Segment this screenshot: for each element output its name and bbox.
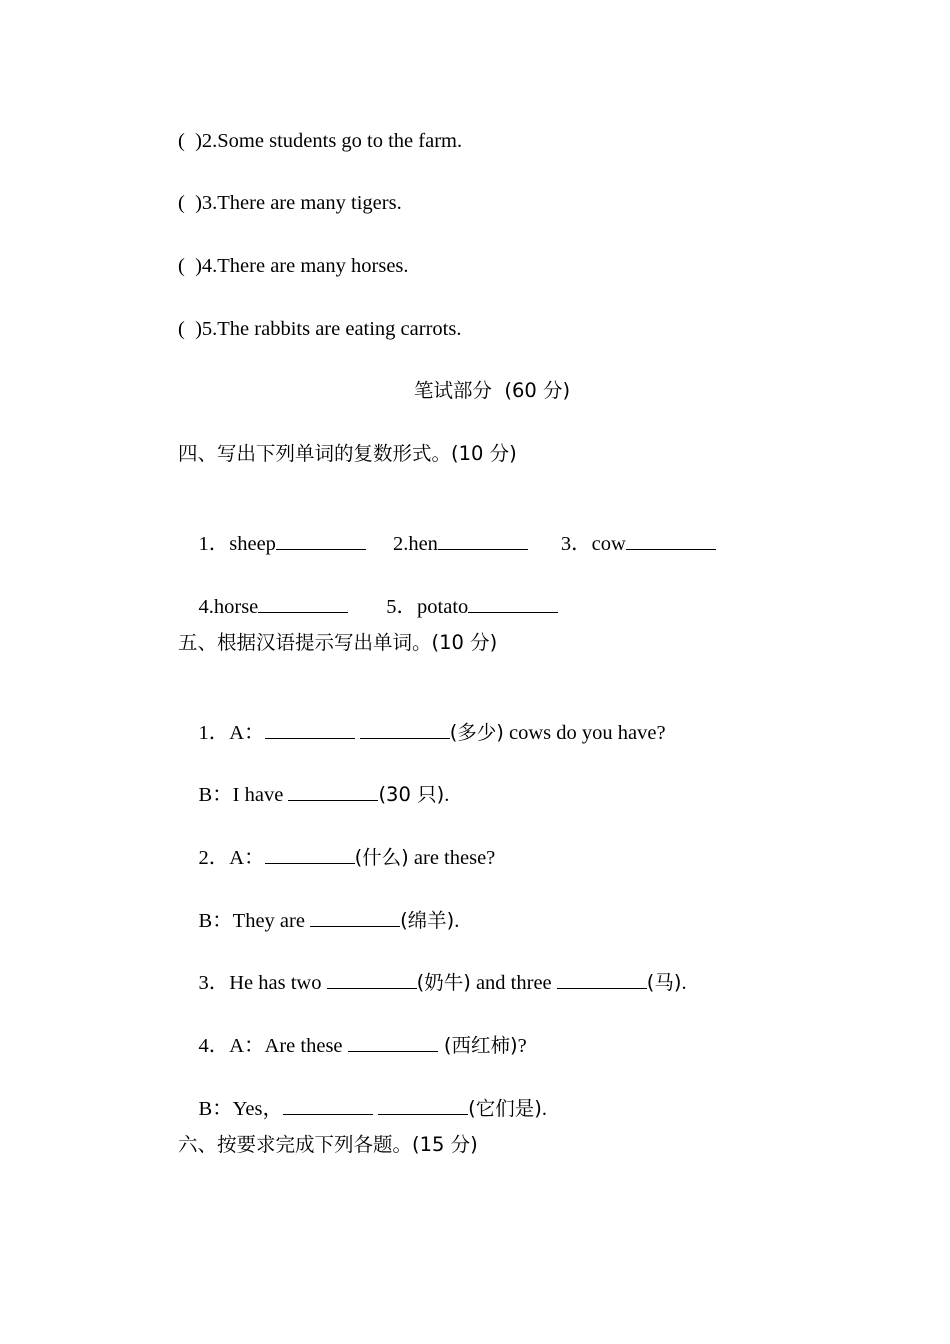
plural-item-2-label: 2.hen [392, 533, 438, 555]
q2-a-blank[interactable] [265, 845, 355, 864]
q4-b-prefix: B：Yes， [198, 1098, 284, 1120]
q2-a-prefix: 2．A： [198, 847, 265, 869]
q3-hint-2: (马) [646, 971, 682, 994]
listening-item-3: ( )3.There are many tigers. [178, 192, 402, 214]
q1-a-suffix: cows do you have? [503, 722, 666, 744]
q2-a-suffix: are these? [408, 847, 496, 869]
q3-prefix: 3．He has two [198, 972, 327, 994]
q4-a-blank[interactable] [348, 1033, 438, 1052]
q4-b-hint: (它们是) [468, 1097, 542, 1120]
q3-blank-2[interactable] [557, 970, 647, 989]
plural-item-1-blank[interactable] [276, 531, 366, 550]
q2-a-hint: (什么) [354, 846, 409, 869]
listening-item-5: ( )5.The rabbits are eating carrots. [178, 318, 462, 340]
q1-a-blank-1[interactable] [265, 720, 355, 739]
q4-b-blank-1[interactable] [283, 1096, 373, 1115]
plural-item-3-label: 3．cow [560, 533, 626, 555]
listening-item-2: ( )2.Some students go to the farm. [178, 130, 463, 152]
plural-item-4-label: 4.horse [198, 596, 259, 618]
listening-item-4: ( )4.There are many horses. [178, 255, 409, 277]
q1-b-blank[interactable] [288, 782, 378, 801]
q1-b-suffix: . [444, 784, 450, 806]
plural-item-5-blank[interactable] [468, 594, 558, 613]
q3-hint-1: (奶牛) [416, 971, 471, 994]
q2-b-suffix: . [454, 910, 460, 932]
q2-b-hint: (绵羊) [400, 909, 455, 932]
plural-item-2-blank[interactable] [438, 531, 528, 550]
q4-a-hint: (西红柿) [437, 1034, 518, 1057]
plural-item-3-blank[interactable] [626, 531, 716, 550]
section-5-title: 五、根据汉语提示写出单词。(10 分) [178, 631, 498, 654]
q1-a-blank-2[interactable] [360, 720, 450, 739]
section-4-title: 四、写出下列单词的复数形式。(10 分) [178, 442, 517, 465]
q2-b-blank[interactable] [310, 908, 400, 927]
written-part-title: 笔试部分 (60 分) [413, 379, 571, 402]
q2-b-prefix: B：They are [198, 910, 311, 932]
q1-a-prefix: 1．A： [198, 722, 265, 744]
q1-a-hint: (多少) [449, 721, 504, 744]
q4-b-blank-2[interactable] [378, 1096, 468, 1115]
q1-b-hint: (30 只) [378, 783, 445, 806]
q3-middle: and three [470, 972, 557, 994]
q3-suffix: . [681, 972, 687, 994]
q3-blank-1[interactable] [327, 970, 417, 989]
q4-b-suffix: . [541, 1098, 547, 1120]
q4-a-prefix: 4．A：Are these [198, 1035, 348, 1057]
q4-a-suffix: ? [517, 1035, 527, 1057]
section-6-title: 六、按要求完成下列各题。(15 分) [178, 1133, 478, 1156]
q1-b-prefix: B：I have [198, 784, 289, 806]
plural-item-1-label: 1．sheep [198, 533, 276, 555]
plural-item-4-blank[interactable] [258, 594, 348, 613]
plural-item-5-label: 5．potato [386, 596, 469, 618]
